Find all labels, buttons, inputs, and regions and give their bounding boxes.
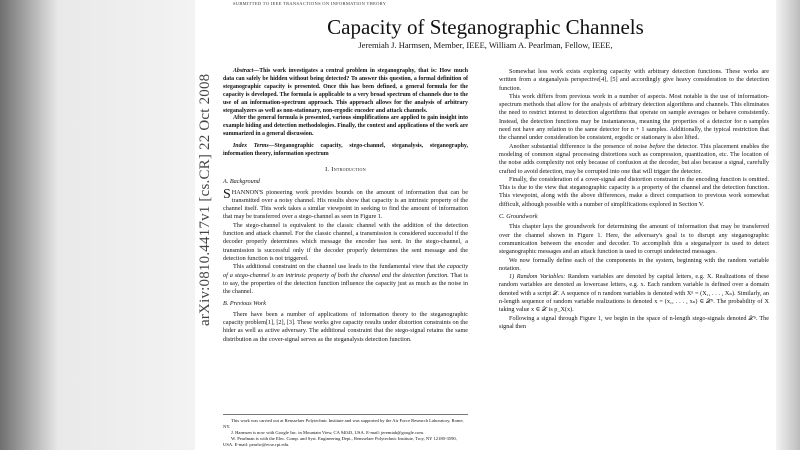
subsection-background: A. Background — [223, 178, 260, 186]
background-p2: The stego-channel is equivalent to the classic channel with the addition of the detection function and attack channel. For the classic channel, a transmission is considered successful if the decoder properly determines which message the encoder has sent. In the stego-channel, a transmission is successful only if the decoder properly determines the sent message and the detection function is not triggered. — [223, 221, 468, 262]
abstract-p2: After the general formula is presented, various simplifications are applied to gain insight into example hiding and detection methodologies. Finally, the context and applications of the work are summarized in a general discussion. — [223, 115, 468, 138]
drop-cap: S — [223, 186, 231, 202]
footnote-3: W. Pearlman is with the Elec. Comp. and Syst. Engineering Dept., Rensselaer Polytechnic Institute, Troy, NY 12180-3590, USA. E-mail: pearlw@ecse.rpi.edu. — [223, 436, 457, 447]
paper-page — [195, 0, 776, 450]
footnote-1: This work was carried out at Rensselaer Polytechnic Institute and was supported by the Air Force Research Laboratory, Rome, NY. — [223, 418, 464, 429]
paper-title: Capacity of Steganographic Channels — [327, 15, 644, 39]
groundwork-p4: Following a signal through Figure 1, we begin in the space of n-length stego-signals denoted 𝒳ⁿ. The signal then — [499, 314, 769, 330]
right-column — [499, 68, 769, 331]
arxiv-sidebar-stamp: arXiv:0810.4417v1 [cs.CR] 22 Oct 2008 — [197, 73, 213, 326]
footnote-2: J. Harmsen is now with Google Inc. in Mountain View, CA 94043, USA. E-mail: jeremiah@google.com. — [231, 430, 425, 435]
background-p3: This additional constraint on the channel use leads to the fundamental view that the capacity of a stego-channel is an intrinsic property of both the channel and the detection function. That is to say, the properties of the detection function influence the capacity just as much as the noise in the channel. — [223, 263, 469, 296]
subsection-groundwork: C. Groundwork — [499, 213, 538, 221]
right-p4: Finally, the consideration of a cover-signal and distortion constraint in the encoding function is omitted. This is due to the view that steganographic capacity is a property of the channel and the detection function. This viewpoint, along with the above differences, make a direct comparison to previous work somewhat difficult, although possible with a number of simplifications explored in Section V. — [499, 175, 769, 208]
abstract-text: —This work investigates a central problem in steganography, that is: How much data can safely be hidden without being detected? To answer this question, a formal definition of steganographic capacity is presented. Once this has been defined, a general formula for the capacity is developed. The formula is applicable to a very broad spectrum of channels due to the use of an information-spectrum approach. This approach allows for the analysis of arbitrary steganalyzers as well as non-stationary, non-ergodic encoder and attack channels. — [223, 68, 468, 114]
viewer-left-margin — [0, 0, 195, 450]
left-column — [223, 68, 468, 344]
footnotes — [223, 414, 468, 448]
section-heading-introduction: I. Introduction — [325, 165, 366, 173]
paper-authors: Jeremiah J. Harmsen, Member, IEEE, William A. Pearlman, Fellow, IEEE, — [358, 40, 613, 50]
viewer-right-margin — [776, 0, 800, 450]
background-p1: HANNON'S pioneering work provides bounds on the amount of information that can be transmitted over a noisy channel. His results show that capacity is an intrinsic property of the channel itself. This work takes a similar viewpoint in seeking to find the amount of information that may be transferred over a stego-channel as seen in Figure 1. — [223, 188, 468, 221]
groundwork-p1: This chapter lays the groundwork for determining the amount of information that may be transferred over the channel shown in Figure 1. Here, the adversary's goal is to disrupt any steganographic communication between the encoder and decoder. To accomplish this a steganalyzer is used to detect steganographic messages and an attack function is used to corrupt undetected messages. — [499, 223, 769, 256]
right-p1: Somewhat less work exists exploring capacity with arbitrary detection functions. These works are written from a steganalysis perspective[4], [5] and accordingly give heavy consideration to the detection function. — [499, 68, 769, 92]
index-terms — [223, 143, 468, 159]
subsection-previous-work: B. Previous Work — [223, 300, 267, 308]
running-header: SUBMITTED TO IEEE TRANSACTIONS ON INFORMATION THEORY — [233, 1, 387, 6]
previous-work-p1: There have been a number of applications of information theory to the steganographic capacity problem[1], [2], [3]. These works give capacity results under distortion constraints on the hider as well as active adversary. The additional constraint that the stego-signal retains the same distribution as the cover-signal serves as the steganalysis detection function. — [223, 310, 468, 343]
abstract — [223, 68, 468, 139]
abstract-label: Abstract — [233, 68, 254, 74]
right-p3: Another substantial difference is the presence of noise before the detector. This placement enables the modeling of common signal processing distortions such as compression, quantization, etc. The location of the noise adds complexity not only because of confusion at the decoder, but also because a signal, carefully crafted to avoid detection, may be corrupted into one that will trigger the detector. — [499, 142, 769, 175]
groundwork-p2: We now formally define each of the components in the system, beginning with the random variable notation. — [499, 256, 769, 272]
groundwork-p3: 1) Random Variables: Random variables are denoted by capital letters, e.g. X. Realizations of these random variables are denoted as lowercase letters, e.g. x. Each random variable is defined over a domain denoted with a script 𝒳. A sequence of n random variables is denoted with Xⁿ = (X₁, . . . , Xₙ). Similarly, an n-length sequence of random variable realizations is denoted x = (x₁, . . . , xₙ) ∈ 𝒳ⁿ. The probability of X taking value x ∈ 𝒳 is p_X(x). — [499, 273, 769, 314]
right-p2: This work differs from previous work in a number of aspects. Most notable is the use of information-spectrum methods that allow for the analysis of arbitrary detection algorithms and channels. This eliminates the need to restrict interest to detection algorithms that operate on sample averages or behave consistently. Instead, the detection functions may be instantaneous, meaning the properties of a detector for n samples need not have any relation to the same detector for n + 1 samples. Additionally, the typical restriction that the channel under consideration be consistent, ergodic or stationary is also lifted. — [499, 92, 769, 142]
index-terms-text: —Steganographic capacity, stego-channel, steganalysis, steganography, information theory, information spectrum — [223, 143, 468, 158]
index-terms-label: Index Terms — [233, 143, 269, 150]
